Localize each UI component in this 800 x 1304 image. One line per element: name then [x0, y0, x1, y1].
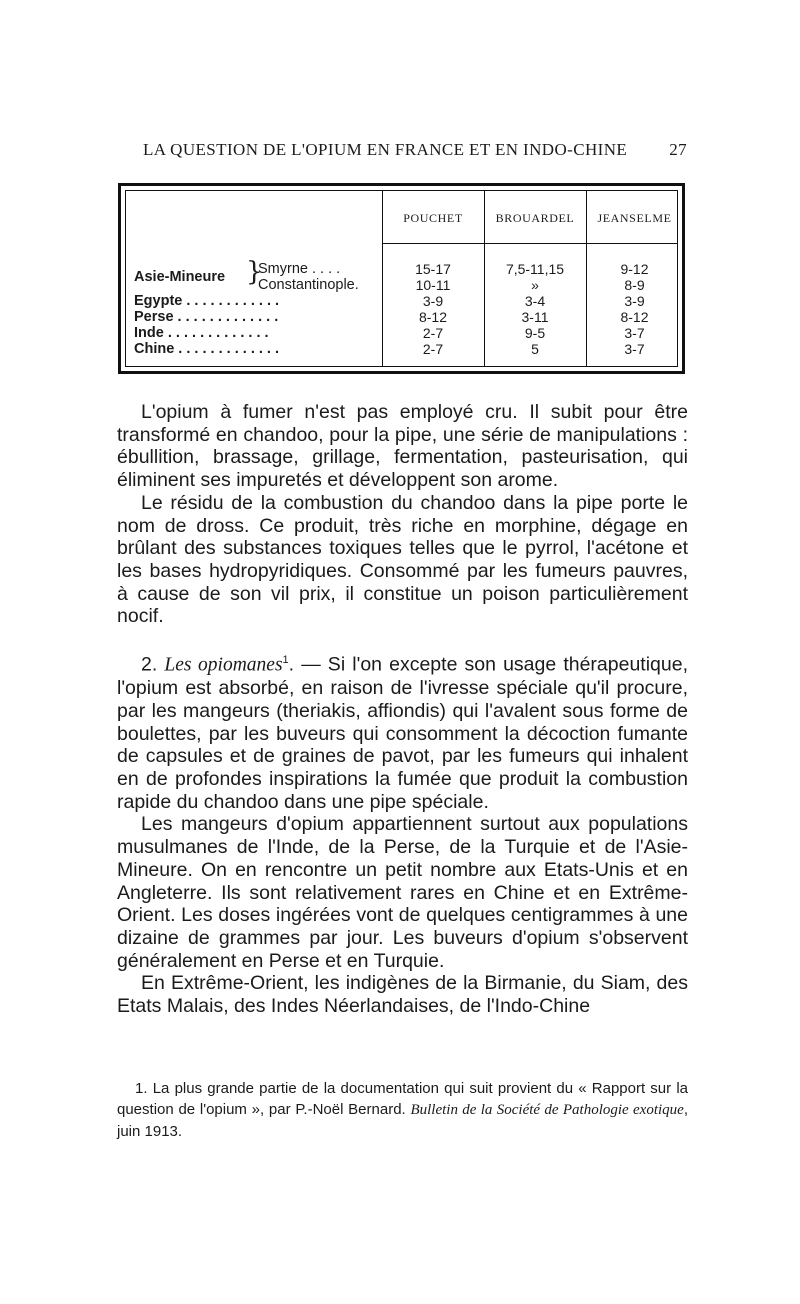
body-text-section-2 [117, 649, 688, 1018]
col-header-pouchet: POUCHET [403, 211, 463, 225]
footnote-number: 1. [135, 1080, 148, 1097]
footnote [117, 1078, 688, 1142]
table-cell: 3-9 [422, 293, 444, 309]
table-cell: 3-7 [624, 341, 645, 357]
paragraph: Les mangeurs d'opium appartiennent surtout aux populations musulmanes de l'Inde, de la Perse, de la Turquie et de l'Asie-Mineure. On en rencontre un petit nombre aux Etats-Unis et en Angleterre. Ils sont relativement rares en Chine et en Extrême-Orient. Les doses ingérées vont de quelques centigrammes à une dizaine de grammes par jour. Les buveurs d'opium s'observent généralement en Perse et en Turquie. [117, 813, 688, 972]
row-label: Inde . . . . . . . . . . . . . [134, 325, 269, 341]
table-cell: 2-7 [422, 341, 444, 357]
row-label: Egypte . . . . . . . . . . . . [134, 293, 280, 309]
table-cell: » [531, 277, 539, 293]
table-cell: 9-12 [620, 261, 649, 277]
table-cell: 9-5 [524, 325, 546, 341]
paragraph: Le résidu de la combustion du chandoo dans la pipe porte le nom de dross. Ce produit, très riche en morphine, dégage en brûlant des substances toxiques telles que le pyrrol, l'acétone et les bases hydropyridiques. Consommé par les fumeurs pauvres, à cause de son vil prix, il constitue un poison particulièrement nocif. [117, 491, 688, 628]
table-inner-frame [125, 190, 678, 367]
col-header-jeanselme: JEANSELME [597, 211, 672, 225]
col-header-brouardel: BROUARDEL [495, 211, 575, 225]
footnote-ref: 1 [282, 654, 289, 666]
table-cell: 3-11 [521, 309, 549, 325]
section-number: 2. [141, 653, 158, 676]
running-header [143, 138, 687, 164]
body-text-section-1 [117, 401, 688, 628]
paragraph-opiomanes [117, 649, 688, 813]
page-number: 27 [669, 140, 687, 159]
row-label: Constantinople. [258, 277, 359, 293]
table-cell: 8-9 [624, 277, 645, 293]
row-label: Chine . . . . . . . . . . . . . [134, 341, 280, 357]
table-cell: 7,5-11,15 [505, 261, 565, 277]
table-cell: 3-4 [524, 293, 546, 309]
footnote-date: , juin 1913. [117, 1101, 688, 1140]
paragraph-text: . — Si l'on excepte son usage thérapeutique, l'opium est absorbé, en raison de l'ivresse spéciale qu'il procure, par les mangeurs (theriakis, affiondis) qui l'avalent sous forme de boulettes, par les buveurs qui consomment la décoction fumante de capsules et de graines de pavot, par les fumeurs qui inhalent en de profondes inspirations la fumée que produit la combustion rapide du chandoo dans une pipe spéciale. [117, 653, 688, 813]
table-cell: 10-11 [415, 277, 451, 293]
group-label: Asie-Mineure [134, 269, 226, 285]
data-table [118, 183, 685, 374]
table-cell: 8-12 [620, 309, 649, 325]
table-cell: 8-12 [418, 309, 448, 325]
footnote-text: La plus grande partie de la documentation qui suit provient du « Rapport sur la question de l'opium », par P.-Noël Bernard. [117, 1080, 688, 1118]
row-label: Smyrne . . . . [258, 261, 341, 277]
table-cell: 5 [531, 341, 539, 357]
brace-icon: } [246, 257, 263, 287]
paragraph: En Extrême-Orient, les indigènes de la Birmanie, du Siam, des Etats Malais, des Indes Néerlandaises, de l'Indo-Chine [117, 972, 688, 1018]
row-label: Perse . . . . . . . . . . . . . [134, 309, 279, 325]
section-title: Les opiomanes [164, 654, 283, 676]
table-cell: 2-7 [422, 325, 444, 341]
footnote-journal: Bulletin de la Société de Pathologie exotique [410, 1102, 684, 1118]
table-cell: 15-17 [415, 261, 451, 277]
table-cell: 3-9 [624, 293, 645, 309]
header-title: LA QUESTION DE L'OPIUM EN FRANCE ET EN INDO-CHINE [143, 140, 628, 159]
paragraph: L'opium à fumer n'est pas employé cru. Il subit pour être transformé en chandoo, pour la pipe, une série de manipulations : ébullition, brassage, grillage, fermentation, pasteurisation, qui éliminent ses impuretés et développent son arome. [117, 401, 688, 492]
header-rule [382, 243, 677, 244]
table-cell: 3-7 [624, 325, 645, 341]
